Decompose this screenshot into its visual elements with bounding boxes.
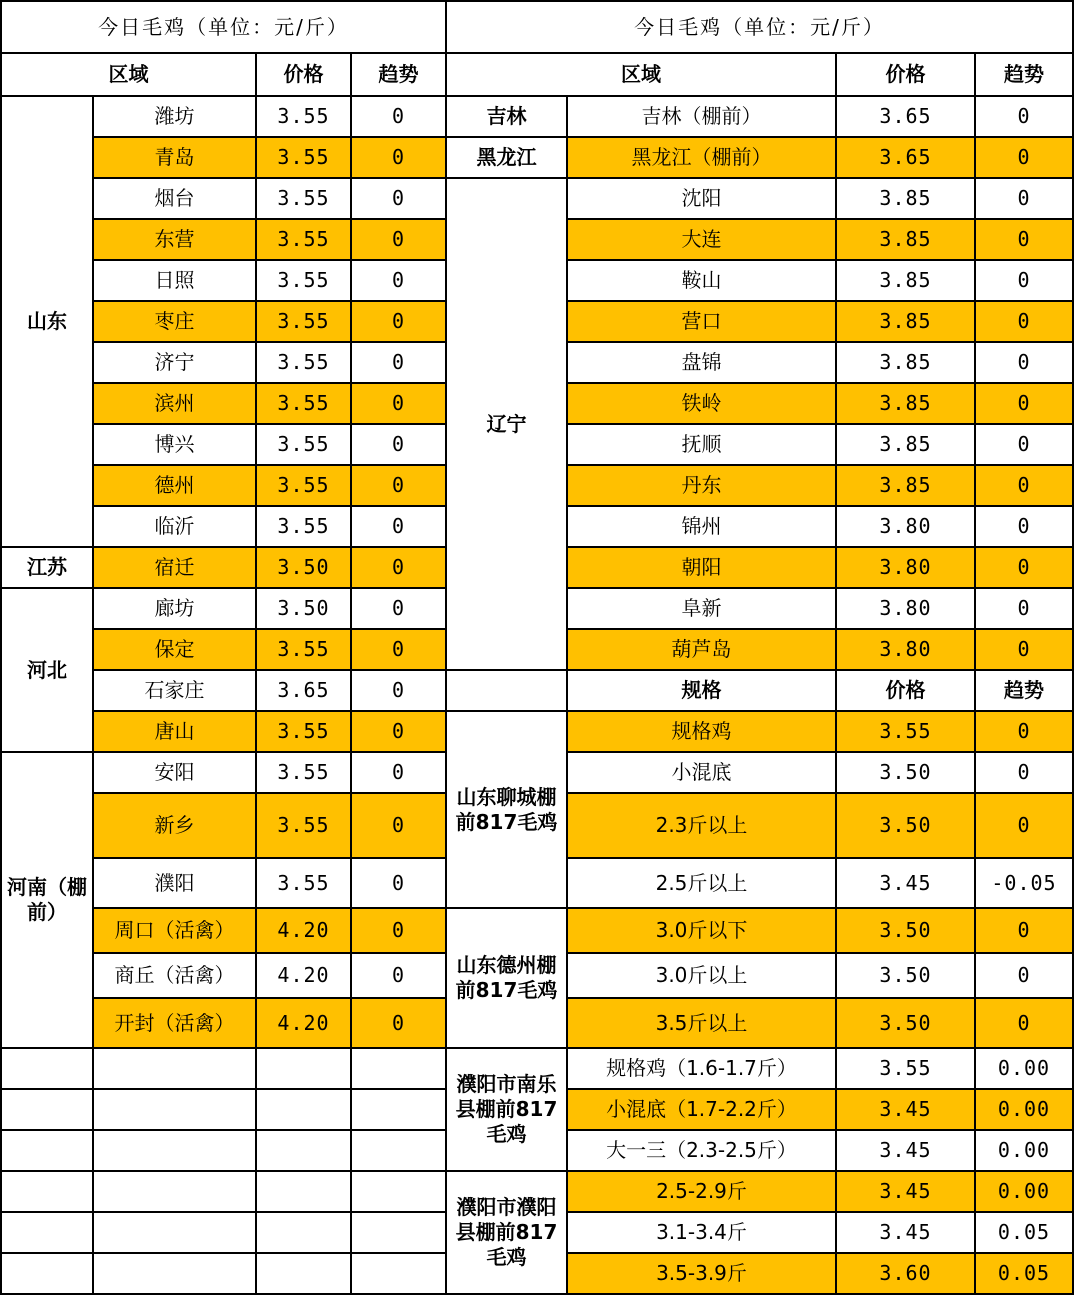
price-cell: 3.55 [256, 793, 351, 858]
trend-cell: 0 [351, 96, 446, 137]
spec-cell: 2.5斤以上 [567, 858, 836, 908]
empty-cell [351, 1253, 446, 1294]
empty-cell [351, 1048, 446, 1089]
price-cell: 3.50 [836, 752, 975, 793]
empty-cell [93, 1171, 256, 1212]
city-cell: 盘锦 [567, 342, 836, 383]
trend-cell: 0 [975, 301, 1073, 342]
trend-cell: 0 [351, 260, 446, 301]
trend-cell: 0 [351, 670, 446, 711]
trend-cell: 0 [975, 137, 1073, 178]
city-cell: 枣庄 [93, 301, 256, 342]
trend-cell: 0 [975, 629, 1073, 670]
city-cell: 保定 [93, 629, 256, 670]
spec-cell: 规格鸡 [567, 711, 836, 752]
table-row [1, 178, 1073, 219]
trend-cell: 0 [975, 793, 1073, 858]
empty-cell [256, 1048, 351, 1089]
city-cell: 周口（活禽） [93, 908, 256, 953]
group-dezhou: 山东德州棚前817毛鸡 [446, 908, 567, 1048]
right-region-header: 区域 [446, 53, 836, 96]
province-hebei: 河北 [1, 588, 93, 752]
trend-cell: 0 [351, 342, 446, 383]
price-cell: 3.55 [256, 383, 351, 424]
city-cell: 东营 [93, 219, 256, 260]
trend-cell: 0.05 [975, 1212, 1073, 1253]
trend-cell: -0.05 [975, 858, 1073, 908]
price-cell: 3.50 [836, 953, 975, 998]
table-row [1, 711, 1073, 752]
right-trend-header: 趋势 [975, 53, 1073, 96]
city-cell: 大连 [567, 219, 836, 260]
city-cell: 黑龙江（棚前） [567, 137, 836, 178]
spec-cell: 3.0斤以上 [567, 953, 836, 998]
price-cell: 3.85 [836, 301, 975, 342]
price-cell: 3.80 [836, 547, 975, 588]
price-cell: 3.60 [836, 1253, 975, 1294]
trend-cell: 0.00 [975, 1130, 1073, 1171]
empty-cell [93, 1212, 256, 1253]
price-cell: 3.55 [256, 629, 351, 670]
table-row [1, 670, 1073, 711]
city-cell: 濮阳 [93, 858, 256, 908]
empty-cell [351, 1089, 446, 1130]
trend-cell: 0 [975, 506, 1073, 547]
trend-cell: 0 [975, 424, 1073, 465]
trend-cell: 0 [975, 342, 1073, 383]
price-cell: 3.50 [256, 588, 351, 629]
price-cell: 3.55 [256, 301, 351, 342]
trend-cell: 0 [975, 752, 1073, 793]
city-cell: 沈阳 [567, 178, 836, 219]
price-cell: 4.20 [256, 908, 351, 953]
price-cell: 3.80 [836, 588, 975, 629]
price-cell: 3.80 [836, 506, 975, 547]
trend-cell: 0.05 [975, 1253, 1073, 1294]
empty-cell [256, 1212, 351, 1253]
empty-cell [256, 1130, 351, 1171]
trend-cell: 0 [351, 219, 446, 260]
trend-cell: 0 [975, 588, 1073, 629]
spec-cell: 规格鸡（1.6-1.7斤） [567, 1048, 836, 1089]
city-cell: 新乡 [93, 793, 256, 858]
spec-cell: 3.0斤以下 [567, 908, 836, 953]
left-title: 今日毛鸡（单位：元/斤） [1, 1, 446, 53]
city-cell: 唐山 [93, 711, 256, 752]
empty-cell [351, 1212, 446, 1253]
spec-cell: 小混底 [567, 752, 836, 793]
empty-cell [256, 1253, 351, 1294]
trend-cell: 0 [351, 506, 446, 547]
price-cell: 3.55 [836, 711, 975, 752]
city-cell: 宿迁 [93, 547, 256, 588]
table-row [1, 137, 1073, 178]
trend-cell: 0 [351, 858, 446, 908]
empty-cell [93, 1253, 256, 1294]
price-cell: 3.50 [836, 998, 975, 1048]
right-title: 今日毛鸡（单位：元/斤） [446, 1, 1073, 53]
empty-cell [256, 1089, 351, 1130]
price-cell: 3.45 [836, 1089, 975, 1130]
price-cell: 3.55 [256, 465, 351, 506]
spec-cell: 3.1-3.4斤 [567, 1212, 836, 1253]
city-cell: 廊坊 [93, 588, 256, 629]
city-cell: 丹东 [567, 465, 836, 506]
city-cell: 日照 [93, 260, 256, 301]
trend-cell: 0 [975, 96, 1073, 137]
empty-cell [351, 1130, 446, 1171]
province-jiangsu: 江苏 [1, 547, 93, 588]
price-cell: 3.55 [256, 137, 351, 178]
trend-cell: 0 [351, 547, 446, 588]
spec-price-header: 价格 [836, 670, 975, 711]
province-liaoning: 辽宁 [446, 178, 567, 670]
empty-cell [256, 1171, 351, 1212]
price-cell: 3.55 [256, 752, 351, 793]
city-cell: 济宁 [93, 342, 256, 383]
price-cell: 3.50 [836, 908, 975, 953]
price-cell: 3.45 [836, 858, 975, 908]
empty-cell [93, 1089, 256, 1130]
spec-cell: 3.5斤以上 [567, 998, 836, 1048]
table-row [1, 908, 1073, 953]
trend-cell: 0 [351, 137, 446, 178]
empty-cell [1, 1253, 93, 1294]
trend-cell: 0 [351, 793, 446, 858]
trend-cell: 0 [351, 383, 446, 424]
trend-cell: 0 [351, 178, 446, 219]
province-shandong: 山东 [1, 96, 93, 547]
trend-cell: 0 [351, 953, 446, 998]
price-cell: 3.55 [256, 219, 351, 260]
price-cell: 3.55 [256, 260, 351, 301]
spec-cell: 3.5-3.9斤 [567, 1253, 836, 1294]
price-cell: 3.55 [256, 96, 351, 137]
group-puyang: 濮阳市濮阳县棚前817毛鸡 [446, 1171, 567, 1294]
spec-cell: 小混底（1.7-2.2斤） [567, 1089, 836, 1130]
city-cell: 青岛 [93, 137, 256, 178]
city-cell: 吉林（棚前） [567, 96, 836, 137]
left-trend-header: 趋势 [351, 53, 446, 96]
empty-cell [1, 1130, 93, 1171]
province-henan: 河南（棚前） [1, 752, 93, 1048]
trend-cell: 0 [351, 424, 446, 465]
empty-cell [1, 1212, 93, 1253]
trend-cell: 0 [975, 178, 1073, 219]
city-cell: 烟台 [93, 178, 256, 219]
price-cell: 3.50 [256, 547, 351, 588]
trend-cell: 0 [351, 301, 446, 342]
price-cell: 3.85 [836, 383, 975, 424]
table-row [1, 96, 1073, 137]
city-cell: 营口 [567, 301, 836, 342]
price-cell: 3.55 [256, 424, 351, 465]
price-cell: 3.55 [836, 1048, 975, 1089]
price-cell: 3.85 [836, 424, 975, 465]
price-cell: 3.85 [836, 219, 975, 260]
price-cell: 3.65 [836, 137, 975, 178]
price-cell: 3.55 [256, 506, 351, 547]
city-cell: 安阳 [93, 752, 256, 793]
price-cell: 3.65 [256, 670, 351, 711]
price-cell: 3.55 [256, 858, 351, 908]
city-cell: 抚顺 [567, 424, 836, 465]
trend-cell: 0 [351, 588, 446, 629]
spec-cell: 2.3斤以上 [567, 793, 836, 858]
city-cell: 博兴 [93, 424, 256, 465]
trend-cell: 0 [975, 383, 1073, 424]
city-cell: 阜新 [567, 588, 836, 629]
trend-cell: 0 [975, 219, 1073, 260]
city-cell: 铁岭 [567, 383, 836, 424]
city-cell: 临沂 [93, 506, 256, 547]
price-cell: 3.85 [836, 465, 975, 506]
spec-header-blank [446, 670, 567, 711]
price-cell: 3.45 [836, 1130, 975, 1171]
province-heilongjiang: 黑龙江 [446, 137, 567, 178]
price-cell: 3.55 [256, 342, 351, 383]
city-cell: 商丘（活禽） [93, 953, 256, 998]
empty-cell [1, 1089, 93, 1130]
header-row [1, 53, 1073, 96]
spec-header: 规格 [567, 670, 836, 711]
left-price-header: 价格 [256, 53, 351, 96]
title-row [1, 1, 1073, 53]
city-cell: 鞍山 [567, 260, 836, 301]
table-row [1, 1171, 1073, 1212]
trend-cell: 0 [975, 711, 1073, 752]
trend-cell: 0 [351, 908, 446, 953]
empty-cell [351, 1171, 446, 1212]
table-row [1, 1048, 1073, 1089]
group-nanle: 濮阳市南乐县棚前817毛鸡 [446, 1048, 567, 1171]
spec-trend-header: 趋势 [975, 670, 1073, 711]
price-cell: 3.55 [256, 711, 351, 752]
city-cell: 葫芦岛 [567, 629, 836, 670]
province-jilin: 吉林 [446, 96, 567, 137]
city-cell: 滨州 [93, 383, 256, 424]
trend-cell: 0 [975, 998, 1073, 1048]
trend-cell: 0 [975, 547, 1073, 588]
price-cell: 3.45 [836, 1171, 975, 1212]
trend-cell: 0 [351, 711, 446, 752]
trend-cell: 0 [975, 953, 1073, 998]
empty-cell [93, 1048, 256, 1089]
price-cell: 3.85 [836, 342, 975, 383]
city-cell: 开封（活禽） [93, 998, 256, 1048]
price-cell: 4.20 [256, 998, 351, 1048]
city-cell: 石家庄 [93, 670, 256, 711]
price-cell: 3.45 [836, 1212, 975, 1253]
trend-cell: 0 [351, 998, 446, 1048]
right-price-header: 价格 [836, 53, 975, 96]
empty-cell [1, 1048, 93, 1089]
city-cell: 德州 [93, 465, 256, 506]
trend-cell: 0 [975, 465, 1073, 506]
trend-cell: 0 [975, 908, 1073, 953]
spec-cell: 2.5-2.9斤 [567, 1171, 836, 1212]
city-cell: 潍坊 [93, 96, 256, 137]
price-cell: 3.65 [836, 96, 975, 137]
empty-cell [1, 1171, 93, 1212]
city-cell: 朝阳 [567, 547, 836, 588]
trend-cell: 0.00 [975, 1171, 1073, 1212]
price-cell: 3.80 [836, 629, 975, 670]
trend-cell: 0 [975, 260, 1073, 301]
trend-cell: 0.00 [975, 1048, 1073, 1089]
city-cell: 锦州 [567, 506, 836, 547]
empty-cell [93, 1130, 256, 1171]
trend-cell: 0.00 [975, 1089, 1073, 1130]
price-cell: 3.85 [836, 178, 975, 219]
trend-cell: 0 [351, 465, 446, 506]
price-cell: 3.55 [256, 178, 351, 219]
price-cell: 4.20 [256, 953, 351, 998]
price-cell: 3.50 [836, 793, 975, 858]
trend-cell: 0 [351, 629, 446, 670]
left-region-header: 区域 [1, 53, 256, 96]
trend-cell: 0 [351, 752, 446, 793]
price-cell: 3.85 [836, 260, 975, 301]
spec-cell: 大一三（2.3-2.5斤） [567, 1130, 836, 1171]
group-liaocheng: 山东聊城棚前817毛鸡 [446, 711, 567, 908]
